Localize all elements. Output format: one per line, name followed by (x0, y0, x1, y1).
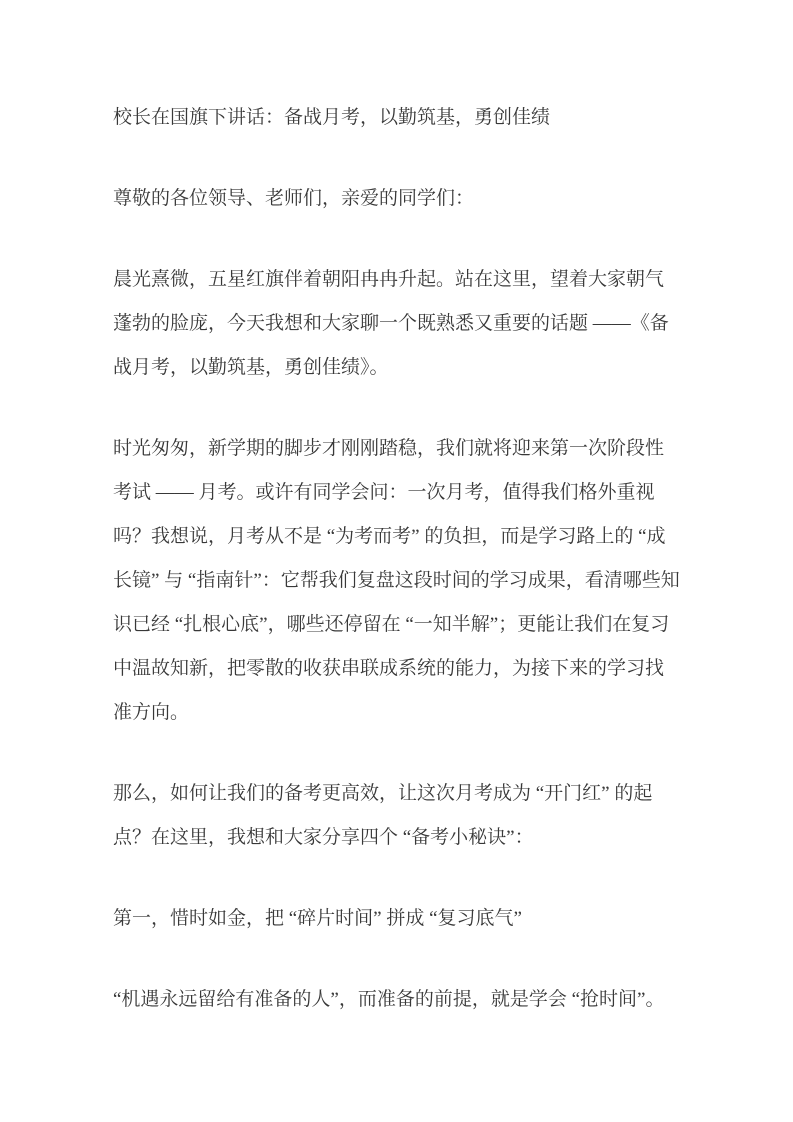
paragraph-opening: 晨光熹微，五星红旗伴着朝阳冉冉升起。站在这里，望着大家朝气蓬勃的脸庞，今天我想和大家聊一个既熟悉又重要的话题 ——《备战月考，以勤筑基，勇创佳绩》。 (113, 269, 669, 378)
salutation-line: 尊敬的各位领导、老师们，亲爱的同学们： (113, 188, 475, 209)
paragraph-exam-meaning: 时光匆匆，新学期的脚步才刚刚踏稳，我们就将迎来第一次阶段性考试 —— 月考。或许有同学会问：一次月考，值得我们格外重视吗？我想说，月考从不是 “为考而考” 的负担，而是学习路上的 “成长镜” 与 “指南针”：它帮我们复盘这段时间的学习成果，看清哪些知识已经 “扎根心底”，哪些还停留在 “一知半解”；更能让我们在复习中温故知新，把零散的收获串联成系统的能力，为接下来的学习找准方向。 (113, 438, 680, 723)
paragraph-tip1-body: “机遇永远留给有准备的人”，而准备的前提，就是学会 “抢时间”。 (113, 989, 665, 1010)
document-title: 校长在国旗下讲话：备战月考，以勤筑基，勇创佳绩 (113, 107, 551, 128)
section-heading-tip1: 第一，惜时如金，把 “碎片时间” 拼成 “复习底气” (113, 908, 522, 929)
paragraph-tips-intro: 那么，如何让我们的备考更高效，让这次月考成为 “开门红” 的起点？在这里，我想和大家分享四个 “备考小秘诀”： (113, 783, 653, 848)
